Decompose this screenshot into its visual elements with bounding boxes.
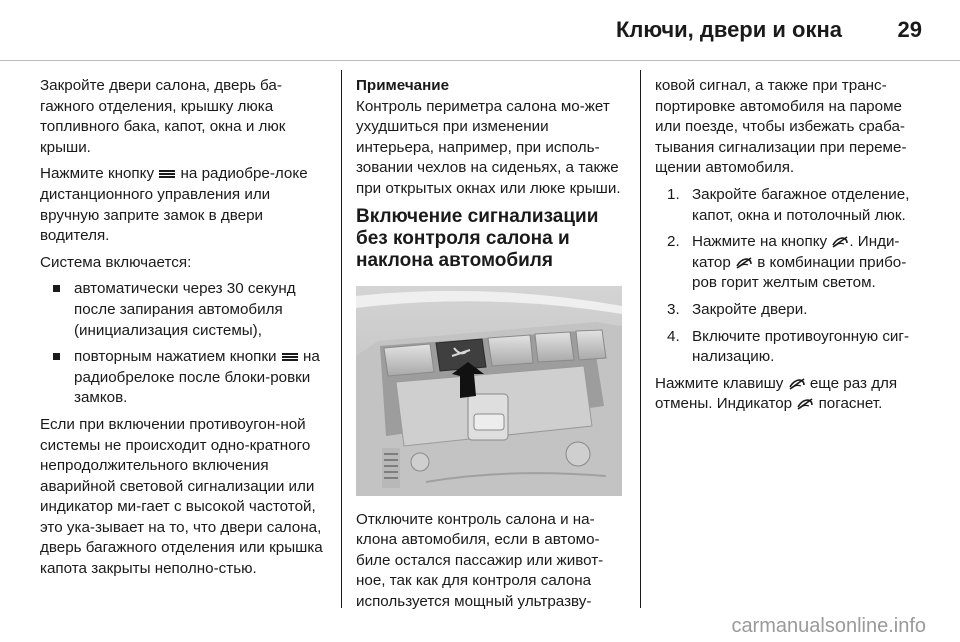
list-item xyxy=(655,300,927,321)
interior-sensor-button-icon xyxy=(831,236,849,248)
paragraph: Система включается: xyxy=(40,253,192,271)
steps-list xyxy=(655,185,927,368)
column-divider xyxy=(640,70,641,608)
page-header xyxy=(0,0,960,62)
text-run: Нажмите кнопку xyxy=(40,165,159,183)
step-number: 3. xyxy=(667,300,680,318)
interior-sensor-indicator-icon xyxy=(735,257,753,269)
note-title: Примечание xyxy=(356,77,450,94)
bullet-list xyxy=(40,279,332,409)
column-right xyxy=(655,76,927,421)
list-item xyxy=(655,232,927,294)
step-text: Закройте двери. xyxy=(692,300,808,318)
step-text: Закройте багажное отделение, капот, окна и потолочный люк. xyxy=(692,185,910,224)
paragraph: Отключите контроль салона и на-клона автомобиля, если в автомо-биле остался пассажир или живот-ное, так как для контроля салона используется мощный ультразву- xyxy=(356,510,604,610)
page-title: Ключи, двери и окна xyxy=(616,17,842,42)
column-divider xyxy=(341,70,342,608)
page-number: 29 xyxy=(897,17,922,42)
note-text: Контроль периметра салона мо-жет ухудшиться при изменении интерьера, например, при исполь-зовании чехлов на сиденьях, а также при открытых окнах или люке крыши. xyxy=(356,97,621,197)
text-run: Нажмите на кнопку xyxy=(692,233,832,251)
header-rule xyxy=(0,60,960,61)
text-run: погаснет. xyxy=(814,395,883,413)
column-middle xyxy=(356,76,626,619)
paragraph xyxy=(655,374,927,415)
text-run: еще раз для отмены. Индикатор xyxy=(655,374,898,413)
paragraph: Закройте двери салона, дверь ба-гажного отделения, крышку люка топливного бака, капот, окна и люк крыши. xyxy=(40,77,286,156)
step-text: Включите противоугонную сиг-нализацию. xyxy=(692,327,910,366)
step-number: 1. xyxy=(667,185,680,203)
paragraph xyxy=(40,164,332,246)
step-number: 2. xyxy=(667,233,680,251)
text-run: Нажмите клавишу xyxy=(655,374,788,392)
paragraph: Если при включении противоугон-ной системы не происходит одно-кратного непродолжительного включения аварийной световой сигнализации или индикатор ми-гает с высокой частотой, это ука-зывает на то, что двери салона, дверь багажного отделения или крышка капота закрыты неполно-стью. xyxy=(40,415,323,578)
interior-sensor-indicator-icon xyxy=(796,398,814,410)
list-item: автоматически через 30 секунд после запирания автомобиля (инициализация системы), xyxy=(40,279,332,341)
watermark: carmanualsonline.info xyxy=(731,615,926,637)
lock-button-icon xyxy=(158,169,176,179)
section-heading: Включение сигнализации без контроля салона и наклона автомобиля xyxy=(356,205,599,271)
paragraph: ковой сигнал, а также при транс-портировке автомобиля на пароме или поезде, чтобы избежать сраба-тывания сигнализации при переме-щении автомобиля. xyxy=(655,77,907,177)
text-run: повторным нажатием кнопки xyxy=(74,348,281,366)
console-figure xyxy=(356,286,622,496)
lock-button-icon xyxy=(281,352,299,362)
list-item xyxy=(655,185,927,226)
text-run: на радиобре-локе дистанционного управления или вручную заприте замок в двери водителя. xyxy=(40,165,308,245)
column-left xyxy=(40,76,332,586)
interior-sensor-button-icon xyxy=(788,378,806,390)
list-item xyxy=(40,347,332,409)
speaker-grille xyxy=(382,448,400,488)
list-item xyxy=(655,327,927,368)
text-run: в комбинации прибо-ров горит желтым светом. xyxy=(692,253,907,292)
step-number: 4. xyxy=(667,327,680,345)
text-run: . Инди-катор xyxy=(692,233,900,271)
text-run: на радиобрелоке после блоки-ровки замков. xyxy=(74,348,320,407)
